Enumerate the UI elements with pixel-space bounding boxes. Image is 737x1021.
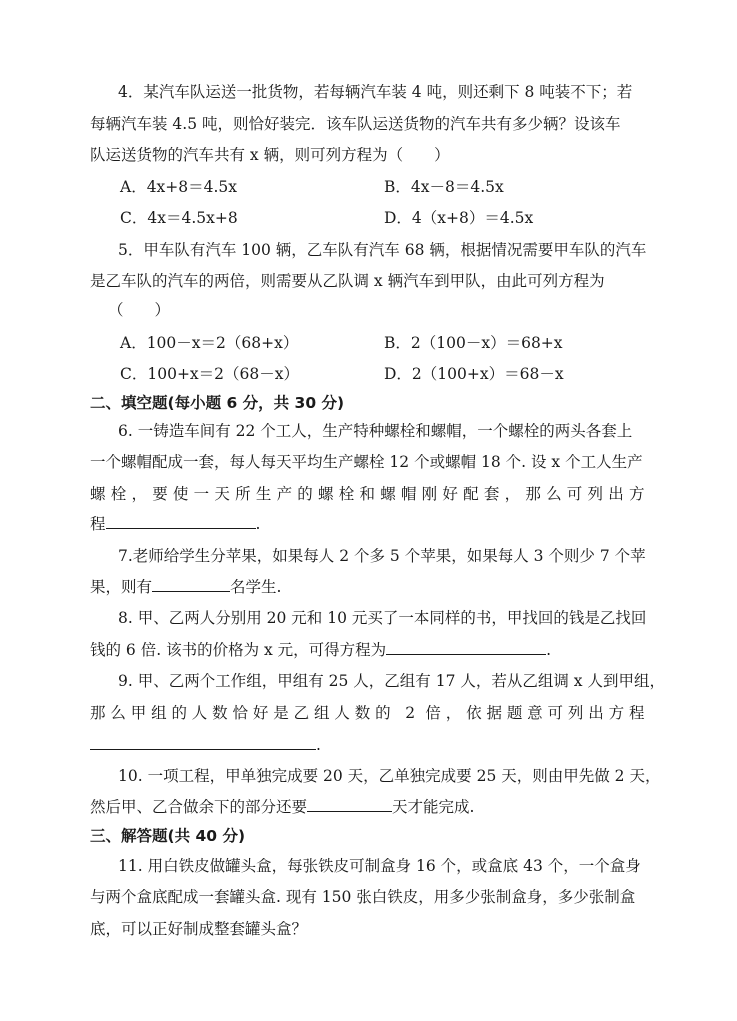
q9-line2: 那么甲组的人数恰好是乙组人数的 2 倍，依据题意可列出方程 bbox=[90, 704, 645, 722]
q10-line2 bbox=[90, 797, 474, 817]
q8-line2 bbox=[90, 640, 551, 660]
q10-answer-blank[interactable] bbox=[307, 797, 392, 812]
q9-answer-blank[interactable] bbox=[90, 735, 316, 750]
q4-option-d: D．4（x+8）＝4.5x bbox=[384, 209, 534, 227]
q7-line2-prefix: 果，则有 bbox=[90, 578, 153, 596]
q9-line3-suffix: . bbox=[316, 736, 321, 754]
q7-answer-blank[interactable] bbox=[152, 577, 230, 592]
q5-line1: 5．甲车队有汽车 100 辆，乙车队有汽车 68 辆，根据情况需要甲车队的汽车 bbox=[118, 241, 647, 259]
q6-line4 bbox=[90, 514, 260, 534]
q9-line3 bbox=[90, 735, 321, 755]
q6-line4-suffix: . bbox=[255, 515, 261, 533]
q5-option-c: C．100+x＝2（68－x） bbox=[120, 365, 299, 383]
q6-line3: 螺栓，要使一天所生产的螺栓和螺帽刚好配套，那么可列出方 bbox=[90, 485, 645, 503]
q4-line3: 队运送货物的汽车共有 x 辆，则可列方程为（ ） bbox=[90, 146, 450, 164]
q6-line4-prefix: 程 bbox=[90, 515, 106, 533]
q9-line1: 9. 甲、乙两个工作组，甲组有 25 人，乙组有 17 人，若从乙组调 x 人到甲组， bbox=[118, 672, 665, 690]
q10-line1: 10. 一项工程，甲单独完成要 20 天，乙单独完成要 25 天，则由甲先做 2 天， bbox=[118, 767, 661, 785]
section-solve-heading: 三、解答题(共 40 分) bbox=[90, 827, 246, 845]
q6-line1: 6. 一铸造车间有 22 个工人，生产特种螺栓和螺帽，一个螺栓的两头各套上 bbox=[118, 422, 633, 440]
q11-line1: 11. 用白铁皮做罐头盒，每张铁皮可制盒身 16 个，或盒底 43 个，一个盒身 bbox=[118, 857, 641, 875]
q5-line2: 是乙车队的汽车的两倍，则需要从乙队调 x 辆汽车到甲队，由此可列方程为 bbox=[90, 272, 605, 290]
q5-line3: （ ） bbox=[108, 301, 171, 319]
q4-option-b: B．4x－8＝4.5x bbox=[384, 178, 504, 196]
q7-line2 bbox=[90, 577, 281, 597]
q5-option-b: B．2（100－x）＝68+x bbox=[384, 334, 563, 352]
q10-line2-suffix: 天才能完成. bbox=[392, 798, 475, 816]
q6-line2: 一个螺帽配成一套，每人每天平均生产螺栓 12 个或螺帽 18 个. 设 x 个工人生产 bbox=[90, 453, 643, 471]
q7-line1: 7.老师给学生分苹果，如果每人 2 个多 5 个苹果，如果每人 3 个则少 7 个苹 bbox=[118, 547, 646, 565]
q4-option-a: A．4x+8＝4.5x bbox=[120, 178, 238, 196]
q8-line2-prefix: 钱的 6 倍. 该书的价格为 x 元，可得方程为 bbox=[90, 641, 387, 659]
q11-line3: 底，可以正好制成整套罐头盒？ bbox=[90, 920, 308, 938]
q8-answer-blank[interactable] bbox=[386, 640, 546, 655]
q4-line1: 4．某汽车队运送一批货物，若每辆汽车装 4 吨，则还剩下 8 吨装不下；若 bbox=[118, 83, 633, 101]
section-fill-in-heading: 二、填空题(每小题 6 分，共 30 分) bbox=[90, 394, 345, 412]
q7-line2-suffix: 名学生. bbox=[230, 578, 282, 596]
q5-option-d: D．2（100+x）＝68－x bbox=[384, 365, 564, 383]
q10-line2-prefix: 然后甲、乙合做余下的部分还要 bbox=[90, 798, 308, 816]
q4-line2: 每辆汽车装 4.5 吨，则恰好装完．该车队运送货物的汽车共有多少辆？设该车 bbox=[90, 115, 621, 133]
q11-line2: 与两个盒底配成一套罐头盒. 现有 150 张白铁皮，用多少张制盒身，多少张制盒 bbox=[90, 888, 636, 906]
q4-option-c: C．4x＝4.5x+8 bbox=[120, 209, 238, 227]
q8-line1: 8. 甲、乙两人分别用 20 元和 10 元买了一本同样的书，甲找回的钱是乙找回 bbox=[118, 609, 647, 627]
q6-answer-blank[interactable] bbox=[106, 514, 256, 529]
q8-line2-suffix: . bbox=[546, 641, 552, 659]
q5-option-a: A．100－x＝2（68+x） bbox=[120, 334, 299, 352]
